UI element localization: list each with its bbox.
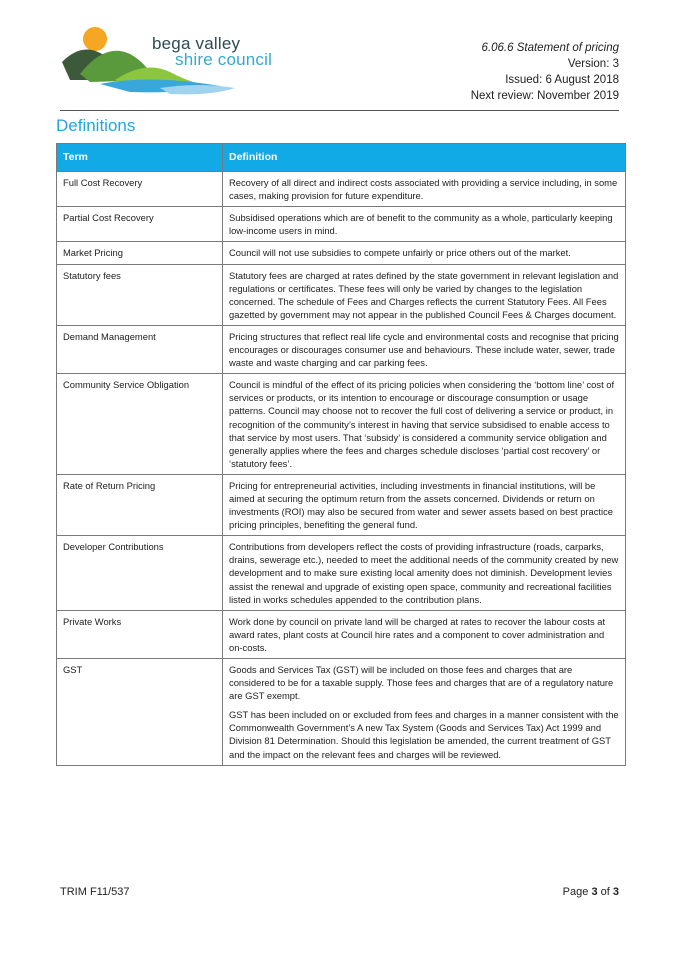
definition-paragraph: GST has been included on or excluded from fees and charges in a manner consistent with the Commonwealth Government’s A new Tax System (Goods and Services Tax) Act 1999 and Division 81 Determination. Should this legislation be amended, the current treatment of GST and the impact on the relevant fees and charges will be reviewed. [229,709,619,760]
header-divider [60,110,619,111]
term-cell: Full Cost Recovery [57,172,223,207]
definition-paragraph: Work done by council on private land will be charged at rates to recover the labour costs at award rates, plant costs at Council hire rates and a component to cover administration and on-costs. [229,615,606,653]
logo-text-line2: shire council [175,50,273,69]
table-header-row [57,144,626,172]
definition-cell [223,374,626,475]
section-title: Definitions [56,116,136,135]
term-cell: Rate of Return Pricing [57,474,223,535]
term-cell: Developer Contributions [57,536,223,610]
term-cell: Demand Management [57,325,223,373]
table-row [57,374,626,475]
definition-paragraph: Pricing structures that reflect real life cycle and environmental costs and recognise that pricing encourages or discourages consumer use and behaviours. These include water, sewer, trade waste and waste charging and car parking fees. [229,330,619,369]
table-row [57,242,626,264]
definition-cell [223,474,626,535]
table-row [57,536,626,610]
document-issued: Issued: 6 August 2018 [505,74,619,86]
table-row [57,264,626,325]
term-cell: Community Service Obligation [57,374,223,475]
term-cell: Market Pricing [57,242,223,264]
definition-cell [223,207,626,242]
document-version: Version: 3 [567,58,619,70]
definition-cell [223,536,626,610]
definition-cell [223,659,626,766]
term-cell: GST [57,659,223,766]
table-row [57,474,626,535]
definition-paragraph: Statutory fees are charged at rates defined by the state government in relevant legislation and regulations or certificates. These fees will only be varied by changes to the legislation concerned. The schedule of Fees and Charges reflects the current Statutory Fees. All Fees gazetted by government may not appear in the published Council Fees & Charges document. [229,269,619,320]
logo-text-line1: bega valley [152,34,241,53]
table-row [57,325,626,373]
definition-paragraph: Contributions from developers reflect the costs of providing infrastructure (roads, carparks, drains, sewerage etc.), needed to meet the additional needs of the community created by new development and to make sure existing local amenity does not diminish. Development levies assist the renewal and upgrade of existing open space, community and recreational facilities listed in works schedules appended to the contribution plans. [229,541,619,605]
definition-cell [223,325,626,373]
definition-paragraph: Subsidised operations which are of benefit to the community as a whole, particularly keeping low-income users in mind. [229,212,613,237]
page-number [563,886,619,898]
page-current: 3 [591,886,598,898]
definition-paragraph: Recovery of all direct and indirect costs associated with providing a service including, in some cases, making provision for future expenditure. [229,177,618,202]
definition-cell [223,172,626,207]
column-header-definition: Definition [223,144,626,172]
sun-shape [83,27,107,51]
document-next-review: Next review: November 2019 [470,90,619,102]
table-body [57,172,626,766]
term-cell: Partial Cost Recovery [57,207,223,242]
definition-cell [223,242,626,264]
definition-cell [223,264,626,325]
table-row [57,172,626,207]
trim-reference: TRIM F11/537 [60,886,130,898]
column-header-term: Term [57,144,223,172]
term-cell: Statutory fees [57,264,223,325]
page-label: Page [562,886,589,898]
definition-paragraph: Council will not use subsidies to compete unfairly or price others out of the market. [229,247,571,259]
definition-cell [223,610,626,658]
definition-paragraph: Council is mindful of the effect of its pricing policies when considering the ‘bottom line’ cost of services or products, or its intention to encourage or discourage consumption or usage patterns. Council may choose not to recover the full cost of delivering a service or product, in recognition of the community’s interest in having that service subsidised to enable access to that service by most users. That ‘subsidy’ is considered a community service obligation and generally applies where the fees and charges schedule discloses ‘partial cost recovery’ or ‘statutory fees’. [229,379,615,469]
document-title: 6.06.6 Statement of pricing [481,42,619,54]
definition-paragraph: Pricing for entrepreneurial activities, including investments in financial institutions, will be aimed at securing the optimum return from the assets concerned. Dividends or return on investments (ROI) may also be secured from water and sewer assets based on best practice pricing principles, benefiting the general fund. [229,479,614,531]
definitions-table [56,143,626,766]
document-info [471,40,619,104]
page-of: of [600,886,610,898]
table-row [57,610,626,658]
table-row [57,207,626,242]
page-total: 3 [612,886,619,898]
definition-paragraph: Goods and Services Tax (GST) will be included on those fees and charges that are considered to be for a taxable supply. Those fees and charges that are of a regulatory nature are GST exempt. [229,664,614,702]
table-row [57,659,626,766]
term-cell: Private Works [57,610,223,658]
